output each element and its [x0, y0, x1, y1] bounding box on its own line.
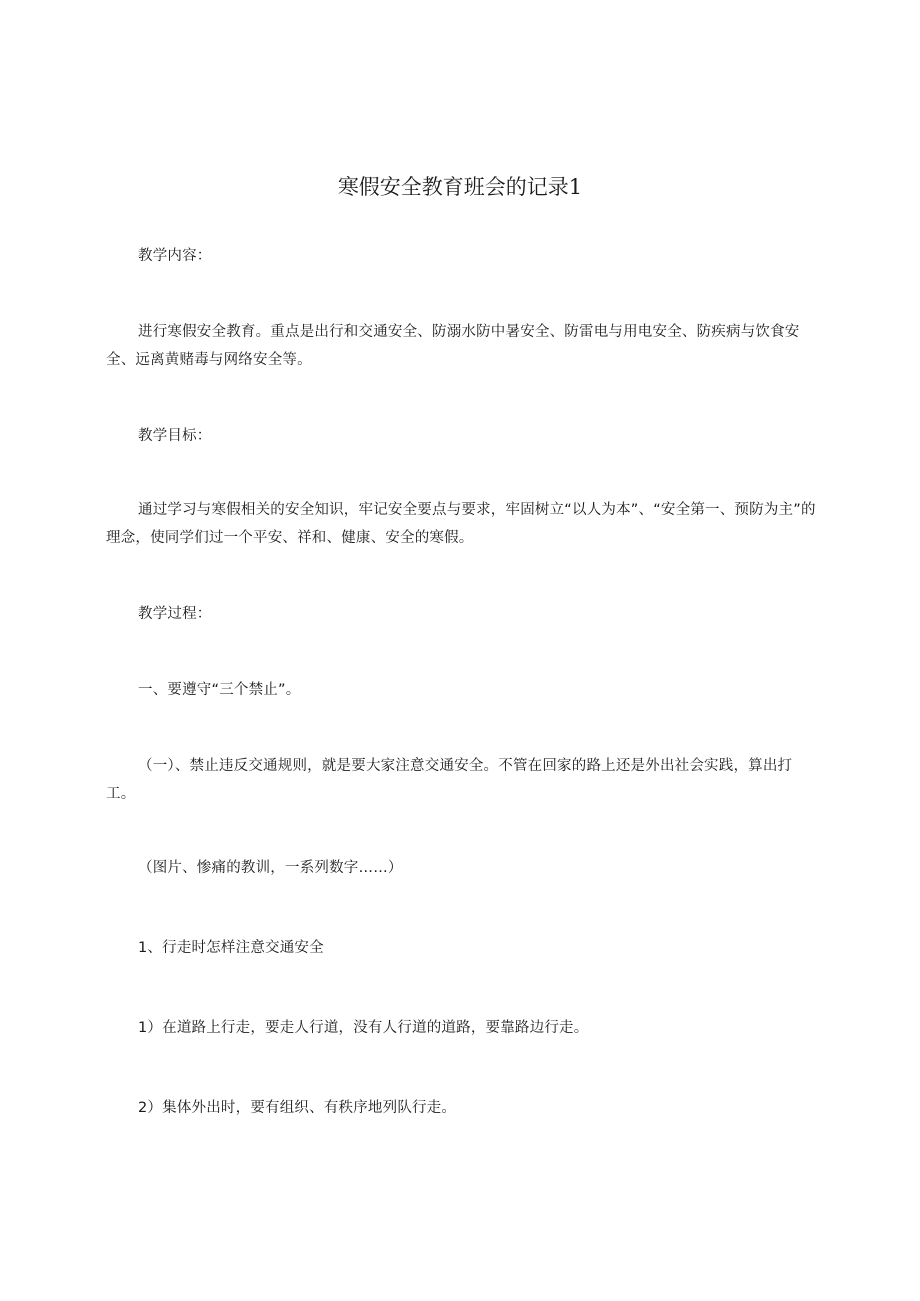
list-item-walking-2: 2）集体外出时，要有组织、有秩序地列队行走。 [138, 1100, 457, 1116]
list-item-walking-1: 1）在道路上行走，要走人行道，没有人行道的道路，要靠路边行走。 [138, 1020, 589, 1036]
paragraph-teaching-content: 进行寒假安全教育。重点是出行和交通安全、防溺水防中暑安全、防雷电与用电安全、防疾病与饮食安全、远离黄赌毒与网络安全等。 [106, 324, 800, 368]
section-label-teaching-content: 教学内容： [138, 248, 212, 264]
section-label-teaching-process: 教学过程： [138, 606, 212, 622]
paragraph-traffic-rules: （一）、禁止违反交通规则，就是要大家注意交通安全。不管在回家的路上还是外出社会实践，算出打工。 [106, 758, 793, 802]
paragraph-note-pictures: （图片、惨痛的教训，一系列数字……） [138, 860, 403, 876]
document-title: 寒假安全教育班会的记录1 [337, 175, 583, 199]
heading-three-prohibitions: 一、要遵守“三个禁止”。 [138, 682, 301, 698]
section-label-teaching-goal: 教学目标： [138, 428, 212, 444]
heading-walking-safety: 1、行走时怎样注意交通安全 [138, 940, 324, 956]
paragraph-teaching-goal: 通过学习与寒假相关的安全知识，牢记安全要点与要求，牢固树立“以人为本”、“安全第一、预防为主”的理念，使同学们过一个平安、祥和、健康、安全的寒假。 [106, 502, 816, 546]
